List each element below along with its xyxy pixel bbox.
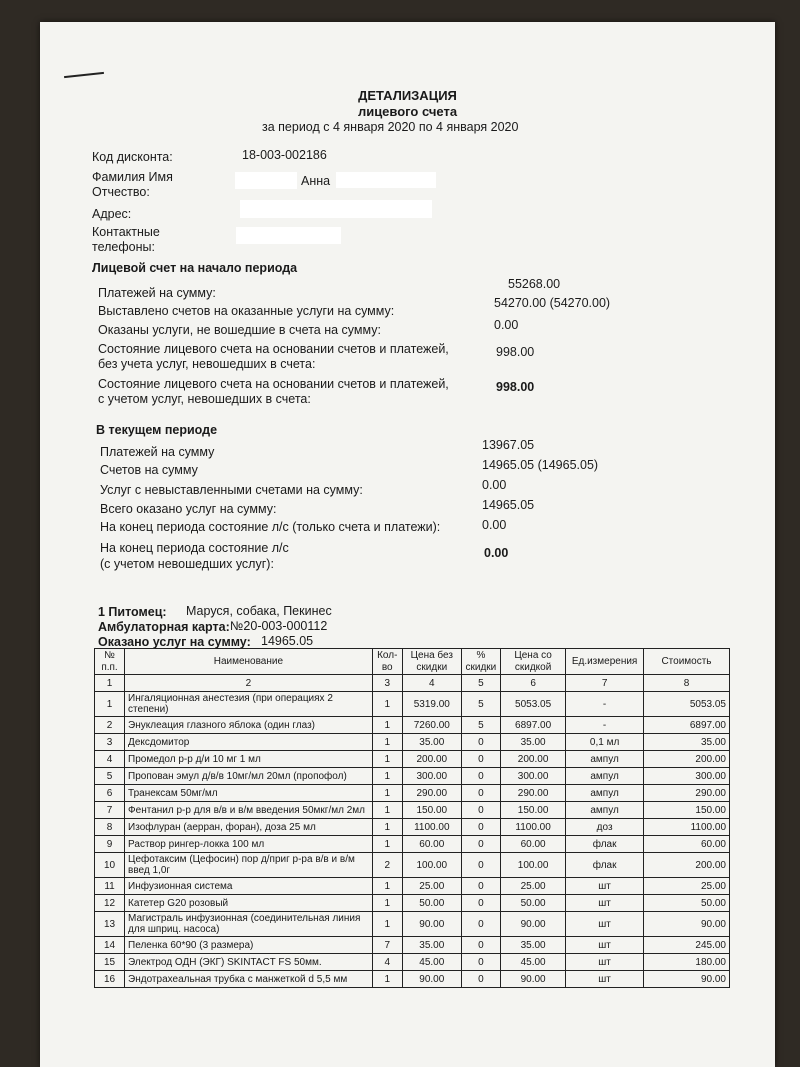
table-row bbox=[95, 878, 730, 895]
row-price-discount-cell: 60.00 bbox=[500, 836, 565, 853]
row-price-cell: 100.00 bbox=[402, 853, 461, 878]
row-price-cell: 35.00 bbox=[402, 734, 461, 751]
discount-value: 18-003-002186 bbox=[242, 148, 327, 162]
col-header-num: № п.п. bbox=[95, 649, 125, 675]
row-num-cell: 10 bbox=[95, 853, 125, 878]
row-name-cell: Цефотаксим (Цефосин) пор д/приг р-ра в/в и в/м введ 1,0г bbox=[125, 853, 373, 878]
row-name-cell: Катетер G20 розовый bbox=[125, 895, 373, 912]
row-discount-cell: 0 bbox=[461, 912, 500, 937]
row-price-discount-cell: 6897.00 bbox=[500, 717, 565, 734]
start-row-label: без учета услуг, невошедших в счета: bbox=[98, 357, 316, 371]
start-row-value: 998.00 bbox=[496, 380, 535, 394]
row-qty-cell: 1 bbox=[372, 785, 402, 802]
index-cell: 2 bbox=[125, 675, 373, 692]
current-row-label: (с учетом невошедших услуг): bbox=[100, 557, 274, 571]
row-price-discount-cell: 290.00 bbox=[500, 785, 565, 802]
current-row-label: Платежей на сумму bbox=[100, 445, 215, 459]
row-cost-cell: 1100.00 bbox=[643, 819, 729, 836]
col-header-discount: % скидки bbox=[461, 649, 500, 675]
row-unit-cell: - bbox=[566, 692, 644, 717]
row-num-cell: 2 bbox=[95, 717, 125, 734]
current-row-value: 13967.05 bbox=[482, 438, 535, 452]
row-qty-cell: 1 bbox=[372, 878, 402, 895]
row-unit-cell: шт bbox=[566, 971, 644, 988]
row-num-cell: 6 bbox=[95, 785, 125, 802]
current-row-label: На конец периода состояние л/с (только счета и платежи): bbox=[100, 520, 441, 534]
pet-label: 1 Питомец: bbox=[98, 605, 167, 619]
col-header-price: Цена без скидки bbox=[402, 649, 461, 675]
row-unit-cell: шт bbox=[566, 895, 644, 912]
name-label-2: Отчество: bbox=[92, 185, 150, 199]
document-page bbox=[40, 22, 775, 1067]
col-header-cost: Стоимость bbox=[643, 649, 729, 675]
pen-mark bbox=[64, 72, 104, 78]
row-name-cell: Промедол р-р д/и 10 мг 1 мл bbox=[125, 751, 373, 768]
total-label: Оказано услуг на сумму: bbox=[98, 635, 251, 649]
start-row-label: Выставлено счетов на оказанные услуги на сумму: bbox=[98, 304, 395, 318]
row-price-cell: 290.00 bbox=[402, 785, 461, 802]
discount-label: Код дисконта: bbox=[92, 150, 173, 164]
row-cost-cell: 6897.00 bbox=[643, 717, 729, 734]
row-price-cell: 50.00 bbox=[402, 895, 461, 912]
row-name-cell: Магистраль инфузионная (соединительная линия для шприц. насоса) bbox=[125, 912, 373, 937]
row-name-cell: Транексам 50мг/мл bbox=[125, 785, 373, 802]
row-qty-cell: 7 bbox=[372, 937, 402, 954]
row-qty-cell: 4 bbox=[372, 954, 402, 971]
table-row bbox=[95, 853, 730, 878]
row-discount-cell: 0 bbox=[461, 819, 500, 836]
table-header-row bbox=[95, 649, 730, 675]
row-unit-cell: шт bbox=[566, 954, 644, 971]
row-unit-cell: ампул bbox=[566, 785, 644, 802]
col-header-name: Наименование bbox=[125, 649, 373, 675]
current-row-value: 0.00 bbox=[484, 546, 509, 560]
row-num-cell: 14 bbox=[95, 937, 125, 954]
row-discount-cell: 5 bbox=[461, 717, 500, 734]
row-price-discount-cell: 150.00 bbox=[500, 802, 565, 819]
start-row-label: Состояние лицевого счета на основании счетов и платежей, bbox=[98, 377, 449, 391]
current-row-value: 14965.05 (14965.05) bbox=[482, 458, 599, 472]
row-cost-cell: 180.00 bbox=[643, 954, 729, 971]
row-price-cell: 35.00 bbox=[402, 937, 461, 954]
redaction-patronymic bbox=[336, 172, 436, 188]
table-row bbox=[95, 937, 730, 954]
row-unit-cell: ампул bbox=[566, 751, 644, 768]
row-unit-cell: флак bbox=[566, 836, 644, 853]
row-discount-cell: 0 bbox=[461, 853, 500, 878]
row-name-cell: Дексдомитор bbox=[125, 734, 373, 751]
row-price-discount-cell: 35.00 bbox=[500, 937, 565, 954]
row-discount-cell: 0 bbox=[461, 971, 500, 988]
start-row-label: Оказаны услуги, не вошедшие в счета на сумму: bbox=[98, 323, 381, 337]
row-price-discount-cell: 45.00 bbox=[500, 954, 565, 971]
redaction-address bbox=[240, 200, 432, 218]
row-name-cell: Пропован эмул д/в/в 10мг/мл 20мл (пропофол) bbox=[125, 768, 373, 785]
address-label: Адрес: bbox=[92, 207, 132, 221]
row-cost-cell: 200.00 bbox=[643, 853, 729, 878]
doc-title: ДЕТАЛИЗАЦИЯ bbox=[358, 88, 457, 103]
row-cost-cell: 90.00 bbox=[643, 912, 729, 937]
index-cell: 4 bbox=[402, 675, 461, 692]
row-cost-cell: 35.00 bbox=[643, 734, 729, 751]
row-name-cell: Изофлуран (аерран, форан), доза 25 мл bbox=[125, 819, 373, 836]
row-qty-cell: 1 bbox=[372, 819, 402, 836]
table-row bbox=[95, 836, 730, 853]
current-row-label: Всего оказано услуг на сумму: bbox=[100, 502, 277, 516]
row-price-cell: 7260.00 bbox=[402, 717, 461, 734]
row-qty-cell: 1 bbox=[372, 971, 402, 988]
table-row bbox=[95, 785, 730, 802]
row-name-cell: Ингаляционная анестезия (при операциях 2 степени) bbox=[125, 692, 373, 717]
row-name-cell: Энуклеация глазного яблока (один глаз) bbox=[125, 717, 373, 734]
index-cell: 8 bbox=[643, 675, 729, 692]
row-num-cell: 16 bbox=[95, 971, 125, 988]
row-num-cell: 3 bbox=[95, 734, 125, 751]
row-qty-cell: 1 bbox=[372, 802, 402, 819]
row-num-cell: 9 bbox=[95, 836, 125, 853]
table-row bbox=[95, 717, 730, 734]
start-row-label: Платежей на сумму: bbox=[98, 286, 216, 300]
row-num-cell: 13 bbox=[95, 912, 125, 937]
row-num-cell: 1 bbox=[95, 692, 125, 717]
row-name-cell: Раствор рингер-локка 100 мл bbox=[125, 836, 373, 853]
row-unit-cell: шт bbox=[566, 912, 644, 937]
start-header: Лицевой счет на начало периода bbox=[92, 261, 298, 275]
row-price-discount-cell: 100.00 bbox=[500, 853, 565, 878]
col-header-price-discount: Цена со скидкой bbox=[500, 649, 565, 675]
row-price-discount-cell: 50.00 bbox=[500, 895, 565, 912]
row-price-cell: 150.00 bbox=[402, 802, 461, 819]
row-discount-cell: 0 bbox=[461, 954, 500, 971]
table-row bbox=[95, 912, 730, 937]
row-price-cell: 45.00 bbox=[402, 954, 461, 971]
row-qty-cell: 1 bbox=[372, 692, 402, 717]
name-value: Анна bbox=[301, 174, 331, 188]
row-cost-cell: 25.00 bbox=[643, 878, 729, 895]
current-row-value: 0.00 bbox=[482, 478, 507, 492]
current-row-label: Услуг с невыставленными счетами на сумму: bbox=[100, 483, 363, 497]
row-price-cell: 25.00 bbox=[402, 878, 461, 895]
row-unit-cell: флак bbox=[566, 853, 644, 878]
row-qty-cell: 1 bbox=[372, 751, 402, 768]
row-unit-cell: - bbox=[566, 717, 644, 734]
row-cost-cell: 300.00 bbox=[643, 768, 729, 785]
row-name-cell: Фентанил р-р для в/в и в/м введения 50мкг/мл 2мл bbox=[125, 802, 373, 819]
row-cost-cell: 200.00 bbox=[643, 751, 729, 768]
table-row bbox=[95, 802, 730, 819]
row-price-cell: 90.00 bbox=[402, 912, 461, 937]
row-price-discount-cell: 200.00 bbox=[500, 751, 565, 768]
row-price-discount-cell: 1100.00 bbox=[500, 819, 565, 836]
total-value: 14965.05 bbox=[261, 634, 314, 648]
row-price-cell: 5319.00 bbox=[402, 692, 461, 717]
row-unit-cell: доз bbox=[566, 819, 644, 836]
row-discount-cell: 0 bbox=[461, 751, 500, 768]
start-row-value: 54270.00 (54270.00) bbox=[494, 296, 611, 310]
row-num-cell: 5 bbox=[95, 768, 125, 785]
row-price-discount-cell: 300.00 bbox=[500, 768, 565, 785]
row-discount-cell: 0 bbox=[461, 836, 500, 853]
row-discount-cell: 0 bbox=[461, 734, 500, 751]
row-discount-cell: 5 bbox=[461, 692, 500, 717]
table-row bbox=[95, 768, 730, 785]
phone-label-2: телефоны: bbox=[92, 240, 155, 254]
index-cell: 7 bbox=[566, 675, 644, 692]
row-cost-cell: 5053.05 bbox=[643, 692, 729, 717]
card-label: Амбулаторная карта: bbox=[98, 620, 230, 634]
table-row bbox=[95, 819, 730, 836]
name-label-1: Фамилия Имя bbox=[92, 170, 173, 184]
row-cost-cell: 50.00 bbox=[643, 895, 729, 912]
row-price-discount-cell: 90.00 bbox=[500, 971, 565, 988]
index-cell: 1 bbox=[95, 675, 125, 692]
start-row-label: с учетом услуг, невошедших в счета: bbox=[98, 392, 311, 406]
current-row-label: Счетов на сумму bbox=[100, 463, 198, 477]
row-price-cell: 300.00 bbox=[402, 768, 461, 785]
current-header: В текущем периоде bbox=[96, 423, 218, 437]
row-discount-cell: 0 bbox=[461, 895, 500, 912]
row-price-discount-cell: 25.00 bbox=[500, 878, 565, 895]
row-discount-cell: 0 bbox=[461, 878, 500, 895]
row-price-cell: 200.00 bbox=[402, 751, 461, 768]
card-value: №20-003-000112 bbox=[230, 619, 328, 633]
row-name-cell: Инфузионная система bbox=[125, 878, 373, 895]
row-num-cell: 8 bbox=[95, 819, 125, 836]
row-discount-cell: 0 bbox=[461, 768, 500, 785]
row-num-cell: 12 bbox=[95, 895, 125, 912]
row-num-cell: 11 bbox=[95, 878, 125, 895]
row-name-cell: Пеленка 60*90 (3 размера) bbox=[125, 937, 373, 954]
start-row-value: 55268.00 bbox=[508, 277, 561, 291]
table-index-row bbox=[95, 675, 730, 692]
pet-value: Маруся, собака, Пекинес bbox=[186, 604, 332, 618]
row-discount-cell: 0 bbox=[461, 937, 500, 954]
col-header-qty: Кол-во bbox=[372, 649, 402, 675]
index-cell: 6 bbox=[500, 675, 565, 692]
row-num-cell: 7 bbox=[95, 802, 125, 819]
row-unit-cell: шт bbox=[566, 937, 644, 954]
row-price-discount-cell: 5053.05 bbox=[500, 692, 565, 717]
row-discount-cell: 0 bbox=[461, 785, 500, 802]
row-price-cell: 60.00 bbox=[402, 836, 461, 853]
row-qty-cell: 1 bbox=[372, 895, 402, 912]
row-num-cell: 15 bbox=[95, 954, 125, 971]
start-row-label: Состояние лицевого счета на основании счетов и платежей, bbox=[98, 342, 449, 356]
row-cost-cell: 90.00 bbox=[643, 971, 729, 988]
table-row bbox=[95, 895, 730, 912]
row-qty-cell: 1 bbox=[372, 768, 402, 785]
row-price-cell: 1100.00 bbox=[402, 819, 461, 836]
col-header-unit: Ед.измерения bbox=[566, 649, 644, 675]
doc-period: за период с 4 января 2020 по 4 января 2020 bbox=[262, 120, 519, 134]
services-table bbox=[94, 648, 730, 988]
row-qty-cell: 1 bbox=[372, 734, 402, 751]
row-cost-cell: 245.00 bbox=[643, 937, 729, 954]
table-row bbox=[95, 971, 730, 988]
row-cost-cell: 150.00 bbox=[643, 802, 729, 819]
current-row-value: 0.00 bbox=[482, 518, 507, 532]
doc-subtitle: лицевого счета bbox=[357, 104, 458, 119]
row-unit-cell: ампул bbox=[566, 768, 644, 785]
row-num-cell: 4 bbox=[95, 751, 125, 768]
current-row-value: 14965.05 bbox=[482, 498, 535, 512]
row-qty-cell: 1 bbox=[372, 836, 402, 853]
row-qty-cell: 1 bbox=[372, 912, 402, 937]
redaction-phone bbox=[236, 227, 341, 244]
index-cell: 5 bbox=[461, 675, 500, 692]
table-row bbox=[95, 751, 730, 768]
start-row-value: 0.00 bbox=[494, 318, 519, 332]
table-row bbox=[95, 954, 730, 971]
row-name-cell: Электрод ОДН (ЭКГ) SKINTACT FS 50мм. bbox=[125, 954, 373, 971]
start-row-value: 998.00 bbox=[496, 345, 535, 359]
row-price-discount-cell: 35.00 bbox=[500, 734, 565, 751]
table-row bbox=[95, 692, 730, 717]
redaction-surname bbox=[235, 172, 297, 189]
row-price-cell: 90.00 bbox=[402, 971, 461, 988]
row-price-discount-cell: 90.00 bbox=[500, 912, 565, 937]
row-discount-cell: 0 bbox=[461, 802, 500, 819]
row-qty-cell: 1 bbox=[372, 717, 402, 734]
index-cell: 3 bbox=[372, 675, 402, 692]
row-qty-cell: 2 bbox=[372, 853, 402, 878]
row-cost-cell: 60.00 bbox=[643, 836, 729, 853]
row-unit-cell: ампул bbox=[566, 802, 644, 819]
row-unit-cell: шт bbox=[566, 878, 644, 895]
current-row-label: На конец периода состояние л/с bbox=[100, 541, 289, 555]
phone-label-1: Контактные bbox=[92, 225, 160, 239]
row-name-cell: Эндотрахеальная трубка с манжеткой d 5,5 мм bbox=[125, 971, 373, 988]
table-row bbox=[95, 734, 730, 751]
row-cost-cell: 290.00 bbox=[643, 785, 729, 802]
row-unit-cell: 0,1 мл bbox=[566, 734, 644, 751]
